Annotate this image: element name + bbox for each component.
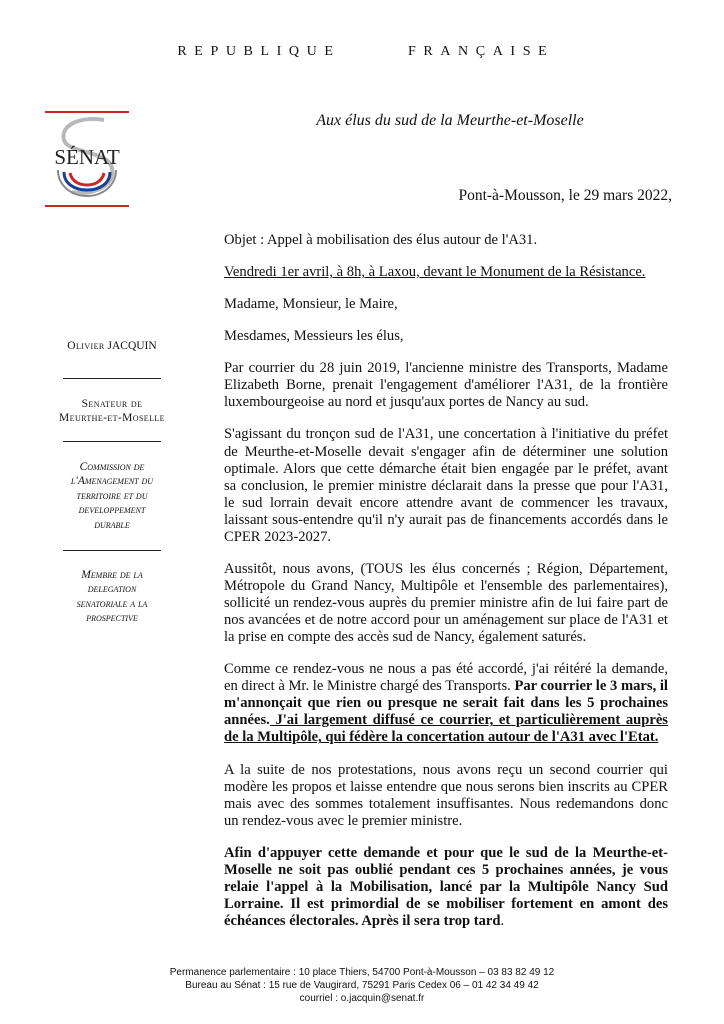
letterhead-letter: L [260,44,270,59]
footer-line: courriel : o.jacquin@senat.fr [299,993,425,1004]
letterhead-letter: A [492,44,503,59]
letterhead-letter: A [440,44,451,59]
sidebar-line: territoire et du [76,489,148,502]
place-and-date: Pont-à-Mousson, le 29 mars 2022, [458,187,672,204]
letterhead-letter: U [225,44,236,59]
sender-last-name: JACQUIN [107,340,157,352]
paragraph-bold: Par courrier le 3 mars, il m'annonçait que rien ou presque ne serait fait dans les 5 prochaines années. [224,678,668,729]
letterhead-letter: R [177,44,187,59]
role-line: Senateur de [81,398,143,410]
letterhead-letter: U [306,44,317,59]
subject-line: Objet : Appel à mobilisation des élus autour de l'A31. [224,232,538,248]
letterhead-letter: N [458,44,469,59]
event-line: Vendredi 1er avril, à 8h, à Laxou, devant le Monument de la Résistance. [224,264,646,281]
senat-logo [42,110,132,208]
letterhead-letter: R [423,44,433,59]
paragraph-bold-underline: J'ai largement diffusé ce courrier, et particulièrement auprès de la Multipôle, qui fédère la concertation autour de l'A31 avec l'Etat. [224,712,668,746]
sidebar-line: l'Amenagement du [70,475,154,488]
paragraph-bold: Afin d'appuyer cette demande et pour que le sud de la Meurthe-et-Moselle ne soit pas oublié pendant ces 5 prochaines années, je vous relaie l'appel à la Mobilisation, lancé par la Multipôle Nancy Sud Lorraine. Il est primordial de se mobiliser fortement en amont des échéances électorales. Après il sera trop tard [224,844,668,929]
paragraph: Aussitôt, nous avons, (TOUS les élus concernés ; Région, Département, Métropole du Grand Nancy, Multipôle et l'ensemble des parlementaires), sollicité un rendez-vous auprès du premier ministre afin de lui faire part de nos avancées et de notre accord pour un aménagement sur place de l'A31 et la prise en compte des accès sud de Nancy, également saturés. [224,560,668,646]
recipient-line: Aux élus du sud de la Meurthe-et-Moselle [316,112,584,129]
paragraph-text: Comme ce rendez-vous ne nous a pas été accordé, j'ai réitéré la demande, en direct à Mr. le Ministre chargé des Transports. [224,661,668,695]
sidebar-line: delegation [87,583,137,596]
logo-text: SÉNAT [54,145,120,169]
letterhead-letter: Q [288,44,300,59]
letterhead-letter: I [510,44,516,59]
letterhead-letter: B [243,44,253,59]
letterhead-letter: E [538,44,547,59]
sender-first-name: Olivier [67,340,105,352]
divider [22,378,202,379]
sender-name [22,340,202,352]
letterhead-letter: S [522,44,531,59]
paragraph: S'agissant du tronçon sud de l'A31, une concertation à l'initiative du préfet de Meurthe-et-Moselle devait s'engager afin de déterminer une solution optimale. Alors que cette démarche était bien engagée par le préfet, avant sa conclusion, le premier ministre déclarait dans la presse que pour l'A31, le sud lorrain devait encore attendre avant de commencer les travaux, laissant sous-entendre qu'il n'y aurait pas de financements accordés dans le CPER 2023-2027. [224,426,668,545]
letterhead-word-francaise [404,44,550,60]
letter-body [224,232,668,945]
letterhead-letter: I [276,44,282,59]
paragraph [224,845,668,930]
role-line: Meurthe-et-Moselle [59,411,165,424]
paragraph: A la suite de nos protestations, nous avons reçu un second courrier qui modère les propos et laisse entendre que nous serons bien inscrits au CPER mais avec des sommes totalement insuffisantes. Nous redemandons donc un rendez-vous avec le premier ministre. [224,761,668,829]
letterhead-letter: F [408,44,416,59]
commission-block [22,460,202,532]
footer-line: Permanence parlementaire : 10 place Thiers, 54700 Pont-à-Mousson – 03 83 82 49 12 [169,967,555,978]
sidebar-line: senatoriale a la [76,597,148,610]
sidebar-line: Membre de la [81,569,143,581]
letterhead-letter: E [194,44,203,59]
sidebar-line: Commission de [79,461,145,473]
paragraph: Par courrier du 28 juin 2019, l'ancienne ministre des Transports, Madame Elizabeth Borne, prenait l'engagement d'améliorer l'A31, de la frontière luxembourgeoise au nord et jusqu'aux portes de Nancy au sud. [224,360,668,411]
sidebar-line: developpement [78,504,146,517]
delegation-block [22,568,202,626]
paragraph-text: . [500,913,505,929]
letterhead-letter: P [210,44,219,59]
salutation: Mesdames, Messieurs les élus, [224,328,404,345]
paragraph [224,661,668,746]
sidebar-line: prospective [86,612,138,625]
sidebar-line: durable [94,518,130,531]
letterhead-title [0,44,724,60]
letterhead-letter: E [324,44,333,59]
salutation: Madame, Monsieur, le Maire, [224,296,398,313]
divider [22,441,202,442]
divider [22,550,202,551]
letterhead-word-republique [174,44,337,60]
sender-role [22,398,202,426]
letterhead-letter: Ç [475,44,486,59]
footer-line: Bureau au Sénat : 15 rue de Vaugirard, 75291 Paris Cedex 06 – 01 42 34 49 42 [185,980,539,991]
footer [0,966,724,1005]
